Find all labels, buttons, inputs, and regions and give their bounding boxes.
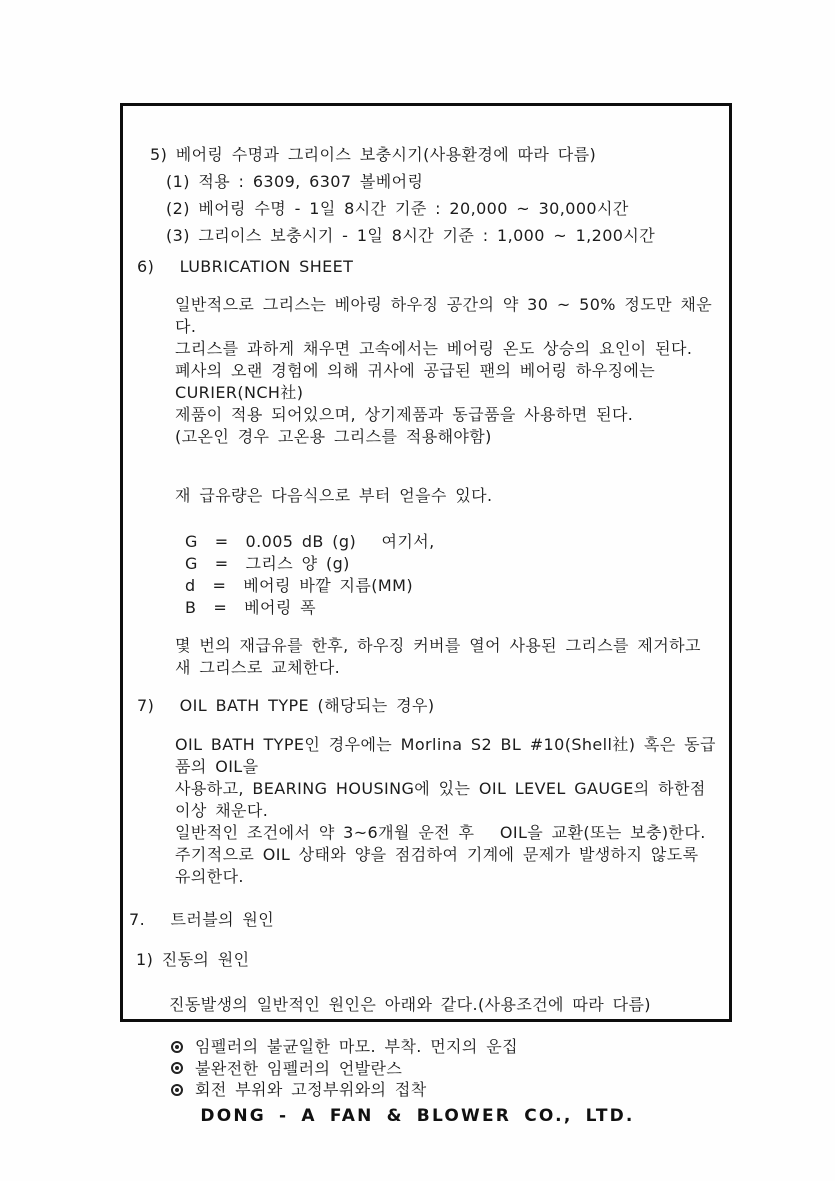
section-5-items — [123, 168, 729, 249]
formula-line: G = 0.005 dB (g) 여기서, — [185, 532, 435, 551]
bullet-text: 회전 부위와 고정부위와의 접착 — [195, 1080, 427, 1099]
company-footer: DONG - A FAN & BLOWER CO., LTD. — [200, 1106, 635, 1126]
paragraph-line: 몇 번의 재급유를 한후, 하우징 커버를 열어 사용된 그리스를 제거하고 — [175, 636, 701, 655]
section-6-heading: 6) LUBRICATION SHEET — [137, 257, 354, 276]
paragraph-line: 일반적으로 그리스는 베아링 하우징 공간의 약 30 ~ 50% 정도만 채운다. — [175, 295, 713, 336]
section-7 — [123, 692, 729, 888]
section-6-paragraph-3 — [123, 635, 729, 679]
list-item — [171, 1079, 729, 1101]
list-item: (2) 베어링 수명 - 1일 8시간 기준 : 20,000 ~ 30,000시간 — [166, 199, 629, 218]
regrease-formula — [123, 531, 729, 619]
fisheye-bullet-icon — [171, 1062, 183, 1074]
list-item: (1) 적용 : 6309, 6307 볼베어링 — [166, 172, 424, 191]
paragraph-line: 유의한다. — [175, 867, 244, 886]
paragraph-line: 그리스를 과하게 채우면 고속에서는 베어링 온도 상승의 요인이 된다. — [175, 339, 693, 358]
chapter-7-heading: 7. 트러블의 원인 — [129, 910, 275, 929]
chapter-7 — [123, 906, 729, 1101]
section-6-paragraph-2: 재 급유량은 다음식으로 부터 얻을수 있다. — [175, 486, 493, 505]
paragraph-line: 사용하고, BEARING HOUSING에 있는 OIL LEVEL GAUGE의 하한점 이상 채운다. — [175, 779, 715, 820]
list-item — [171, 1058, 729, 1080]
section-7-paragraph — [123, 734, 729, 888]
bullet-text: 임펠러의 불균일한 마모. 부착. 먼지의 운집 — [195, 1037, 518, 1056]
paragraph-line: 새 그리스로 교체한다. — [175, 658, 341, 677]
fisheye-bullet-icon — [171, 1084, 183, 1096]
section-7-heading: 7) OIL BATH TYPE (해당되는 경우) — [137, 696, 435, 715]
fisheye-bullet-icon — [171, 1041, 183, 1053]
section-5 — [123, 141, 729, 249]
paragraph-line: 제품이 적용 되어있으며, 상기제품과 동급품을 사용하면 된다. — [175, 405, 634, 424]
bullet-text: 불완전한 임펠러의 언발란스 — [195, 1058, 403, 1078]
section-6 — [123, 253, 729, 679]
formula-line: B = 베어링 폭 — [185, 598, 317, 617]
vibration-cause-list — [171, 1036, 729, 1101]
section-5-heading: 5) 베어링 수명과 그리이스 보충시기(사용환경에 따라 다름) — [150, 145, 597, 164]
formula-line: d = 베어링 바깥 지름(MM) — [185, 576, 413, 595]
chapter-7-paragraph: 진동발생의 일반적인 원인은 아래와 같다.(사용조건에 따라 다름) — [169, 995, 651, 1014]
formula-line: G = 그리스 양 (g) — [185, 554, 350, 573]
paragraph-line: 주기적으로 OIL 상태와 양을 점검하여 기계에 문제가 발생하지 않도록 — [175, 845, 699, 864]
paragraph-line: (고온인 경우 고온용 그리스를 적용해야함) — [175, 427, 492, 446]
paragraph-line: OIL BATH TYPE인 경우에는 Morlina S2 BL #10(Shell社) 혹은 동급품의 OIL을 — [175, 735, 716, 776]
list-item — [171, 1036, 729, 1058]
section-6-paragraph-1 — [123, 294, 729, 448]
paragraph-line: 일반적인 조건에서 약 3~6개월 운전 후 OIL을 교환(또는 보충)한다. — [175, 823, 706, 842]
paragraph-line: 폐사의 오랜 경험에 의해 귀사에 공급된 팬의 베어링 하우징에는 CURIER(NCH社) — [175, 361, 664, 402]
chapter-7-subheading: 1) 진동의 원인 — [136, 950, 250, 969]
list-item: (3) 그리이스 보충시기 - 1일 8시간 기준 : 1,000 ~ 1,200시간 — [166, 226, 656, 245]
document-border-box — [120, 103, 732, 1099]
